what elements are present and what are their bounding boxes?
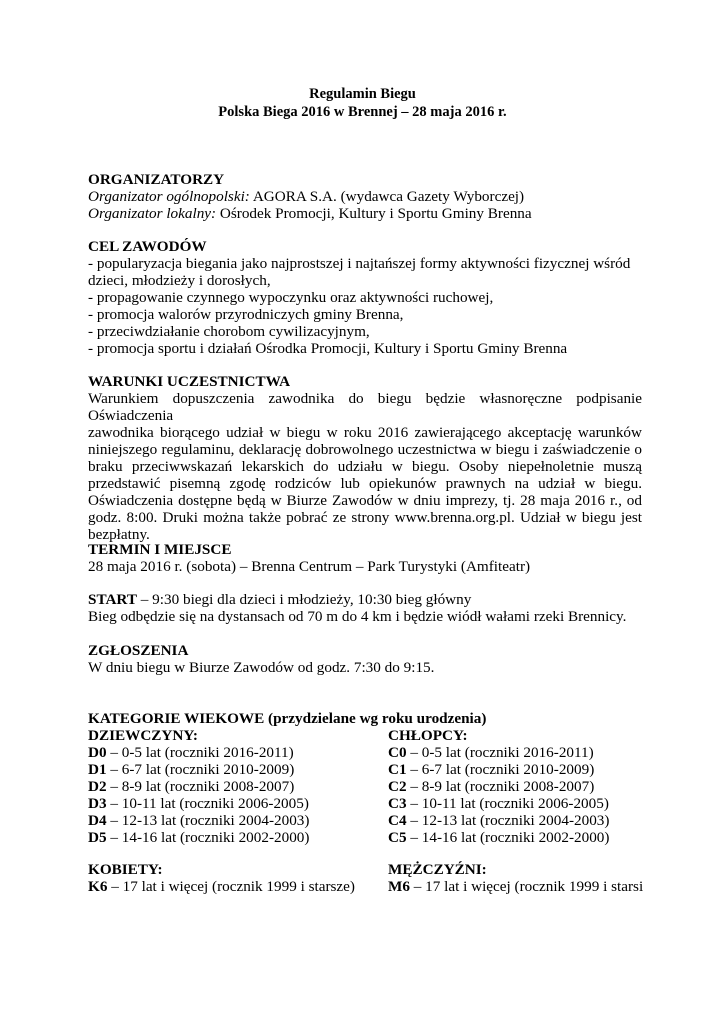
category-code: D4 <box>88 812 107 829</box>
category-code: C1 <box>388 761 407 778</box>
section-organizers <box>88 171 642 222</box>
boys-column <box>388 727 708 846</box>
category-text: 6-7 lat (roczniki 2010-2009) <box>121 761 295 778</box>
category-row <box>388 744 708 761</box>
section-heading: WARUNKI UCZESTNICTWA <box>88 373 291 390</box>
category-row <box>88 812 408 829</box>
category-text: 14-16 lat (roczniki 2002-2000) <box>121 829 310 846</box>
category-sep: – <box>106 744 122 761</box>
category-sep: – <box>406 778 422 795</box>
category-text: 8-9 lat (roczniki 2008-2007) <box>121 778 295 795</box>
category-sep: – <box>106 778 122 795</box>
category-row <box>388 829 708 846</box>
organizer-general-label: Organizator ogólnopolski: <box>88 188 250 205</box>
category-text: 12-13 lat (roczniki 2004-2003) <box>421 812 610 829</box>
conditions-line: zawodnika biorącego udział w biegu w roku 2016 zawierającego akceptację warunków <box>88 424 642 441</box>
category-row <box>388 812 708 829</box>
section-heading: ORGANIZATORZY <box>88 171 225 188</box>
section-date-place <box>88 541 642 575</box>
organizer-local-label: Organizator lokalny: <box>88 205 217 222</box>
organizer-general-value: AGORA S.A. (wydawca Gazety Wyborczej) <box>249 188 525 205</box>
conditions-line: braku przeciwwskazań lekarskich do udziału w biegu. Osoby niepełnoletnie muszą <box>88 458 642 475</box>
category-row <box>388 778 708 795</box>
registration-text: W dniu biegu w Biurze Zawodów od godz. 7:30 do 9:15. <box>88 659 435 676</box>
organizer-local <box>88 205 642 222</box>
category-row <box>388 878 708 895</box>
category-row <box>88 761 408 778</box>
category-row <box>388 761 708 778</box>
date-place-text: 28 maja 2016 r. (sobota) – Brenna Centrum – Park Turystyki (Amfiteatr) <box>88 558 531 575</box>
section-heading: KATEGORIE WIEKOWE (przydzielane wg roku urodzenia) <box>88 710 487 727</box>
category-code: K6 <box>88 878 108 895</box>
document-title-line1: Regulamin Biegu <box>309 86 416 102</box>
section-goals <box>88 238 642 357</box>
goal-line: - przeciwdziałanie chorobom cywilizacyjnym, <box>88 323 370 340</box>
category-text: 0-5 lat (roczniki 2016-2011) <box>121 744 294 761</box>
category-text: 17 lat i więcej (rocznik 1999 i starsi <box>425 878 644 895</box>
category-sep: – <box>106 761 122 778</box>
goal-line: - propagowanie czynnego wypoczynku oraz aktywności ruchowej, <box>88 289 494 306</box>
start-label: START <box>88 591 137 608</box>
conditions-line: Oświadczenia dostępne będą w Biurze Zawodów w dniu imprezy, tj. 28 maja 2016 r., od <box>88 492 642 509</box>
category-code: M6 <box>388 878 410 895</box>
girls-column <box>88 727 408 846</box>
category-text: 6-7 lat (roczniki 2010-2009) <box>421 761 595 778</box>
goal-line: - promocja sportu i działań Ośrodka Promocji, Kultury i Sportu Gminy Brenna <box>88 340 568 357</box>
women-column <box>88 861 408 895</box>
men-column <box>388 861 708 895</box>
category-code: D0 <box>88 744 107 761</box>
category-code: D3 <box>88 795 107 812</box>
category-code: C2 <box>388 778 407 795</box>
category-row <box>388 795 708 812</box>
section-heading: CEL ZAWODÓW <box>88 238 207 255</box>
category-text: 10-11 lat (roczniki 2006-2005) <box>421 795 609 812</box>
category-code: C4 <box>388 812 407 829</box>
category-sep: – <box>106 829 122 846</box>
category-text: 17 lat i więcej (rocznik 1999 i starsze) <box>122 878 355 895</box>
section-heading: TERMIN I MIEJSCE <box>88 541 232 558</box>
goal-line: - popularyzacja biegania jako najprostszej i najtańszej formy aktywności fizycznej wśród <box>88 255 631 272</box>
category-sep: – <box>406 761 422 778</box>
men-heading: MĘŻCZYŹNI: <box>388 861 487 878</box>
category-row <box>88 829 408 846</box>
category-sep: – <box>409 878 426 895</box>
boys-heading: CHŁOPCY: <box>388 727 468 744</box>
conditions-line: godz. 8:00. Druki można także pobrać ze strony www.brenna.org.pl. Udział w biegu jest <box>88 509 642 526</box>
category-sep: – <box>406 795 422 812</box>
section-registration <box>88 642 642 676</box>
start-text: – 9:30 biegi dla dzieci i młodzieży, 10:30 bieg główny <box>136 591 472 608</box>
category-row <box>88 778 408 795</box>
category-sep: – <box>106 795 122 812</box>
category-text: 10-11 lat (roczniki 2006-2005) <box>121 795 309 812</box>
category-sep: – <box>406 812 422 829</box>
start-route: Bieg odbędzie się na dystansach od 70 m do 4 km i będzie wiódł wałami rzeki Brennicy. <box>88 608 627 625</box>
category-row <box>88 878 408 895</box>
category-sep: – <box>406 829 422 846</box>
category-text: 8-9 lat (roczniki 2008-2007) <box>421 778 595 795</box>
document-title-line2: Polska Biega 2016 w Brennej – 28 maja 2016 r. <box>218 104 507 120</box>
conditions-line: niniejszego regulaminu, deklarację dobrowolnego uczestnictwa w biegu i zaświadczenie o <box>88 441 642 458</box>
category-sep: – <box>406 744 422 761</box>
section-heading: ZGŁOSZENIA <box>88 642 189 659</box>
category-row <box>88 795 408 812</box>
organizer-general <box>88 188 642 205</box>
girls-heading: DZIEWCZYNY: <box>88 727 198 744</box>
women-heading: KOBIETY: <box>88 861 163 878</box>
category-sep: – <box>107 878 123 895</box>
category-text: 14-16 lat (roczniki 2002-2000) <box>421 829 610 846</box>
category-code: C3 <box>388 795 407 812</box>
category-text: 12-13 lat (roczniki 2004-2003) <box>121 812 310 829</box>
category-row <box>88 744 408 761</box>
category-code: D2 <box>88 778 107 795</box>
goal-line: dzieci, młodzieży i dorosłych, <box>88 272 271 289</box>
organizer-local-value: Ośrodek Promocji, Kultury i Sportu Gminy Brenna <box>216 205 532 222</box>
conditions-line: przedstawić pisemną zgodę rodziców lub opiekunów prawnych na udział w biegu. <box>88 475 642 492</box>
category-sep: – <box>106 812 122 829</box>
conditions-line: Warunkiem dopuszczenia zawodnika do biegu będzie własnoręczne podpisanie Oświadczenia <box>88 390 642 424</box>
conditions-line: bezpłatny. <box>88 526 150 543</box>
category-code: D1 <box>88 761 107 778</box>
goal-line: - promocja walorów przyrodniczych gminy Brenna, <box>88 306 404 323</box>
category-code: C0 <box>388 744 407 761</box>
section-conditions <box>88 373 642 543</box>
category-text: 0-5 lat (roczniki 2016-2011) <box>421 744 594 761</box>
start-line <box>88 591 642 608</box>
category-code: D5 <box>88 829 107 846</box>
section-age-categories-heading <box>88 710 642 727</box>
section-start <box>88 591 642 625</box>
category-code: C5 <box>388 829 407 846</box>
